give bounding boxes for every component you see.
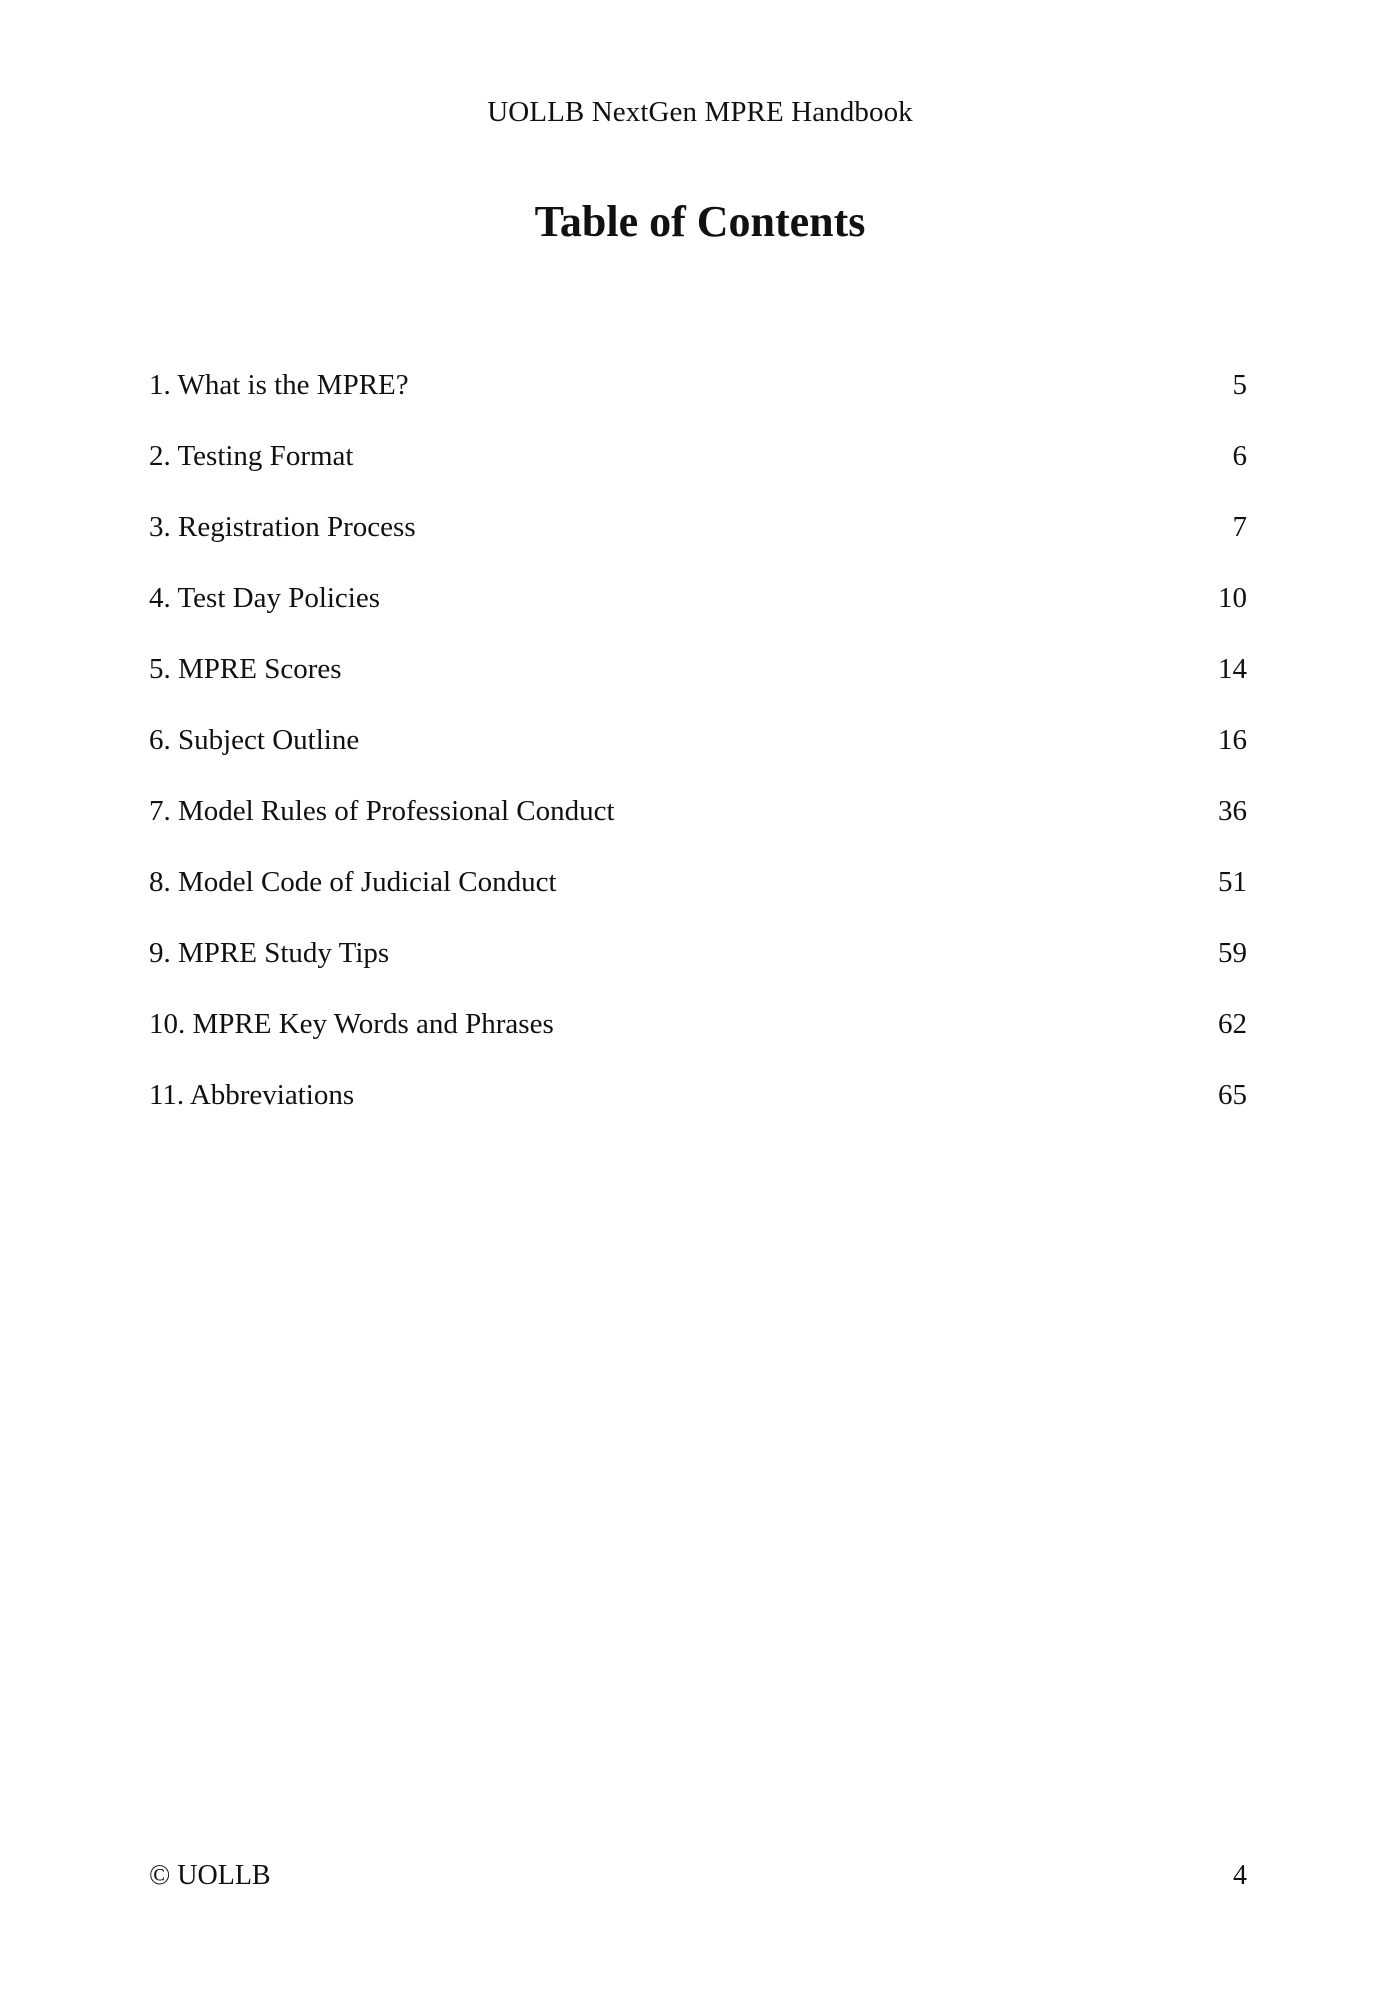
toc-entry-7[interactable] bbox=[149, 790, 1247, 861]
toc-entry-10[interactable] bbox=[149, 1003, 1247, 1074]
toc-entry-page: 16 bbox=[1218, 724, 1247, 756]
toc-entry-label: 4. Test Day Policies bbox=[149, 582, 381, 614]
toc-entry-1[interactable] bbox=[149, 364, 1247, 435]
toc-entry-label: 8. Model Code of Judicial Conduct bbox=[149, 866, 557, 898]
toc-entry-2[interactable] bbox=[149, 435, 1247, 506]
toc-entry-5[interactable] bbox=[149, 648, 1247, 719]
page-title: Table of Contents bbox=[534, 197, 866, 246]
toc-entry-label: 10. MPRE Key Words and Phrases bbox=[149, 1008, 554, 1040]
toc-entry-page: 36 bbox=[1218, 795, 1247, 827]
toc-entry-page: 10 bbox=[1218, 582, 1247, 614]
toc-entry-label: 9. MPRE Study Tips bbox=[149, 937, 390, 969]
toc-entry-9[interactable] bbox=[149, 932, 1247, 1003]
toc-entry-label: 7. Model Rules of Professional Conduct bbox=[149, 795, 615, 827]
toc-entry-label: 3. Registration Process bbox=[149, 511, 416, 543]
toc-entry-label: 2. Testing Format bbox=[149, 440, 354, 472]
toc-entry-label: 6. Subject Outline bbox=[149, 724, 360, 756]
page-number: 4 bbox=[1233, 1860, 1247, 1891]
toc-entry-page: 62 bbox=[1218, 1008, 1247, 1040]
toc-entry-page: 14 bbox=[1218, 653, 1247, 685]
running-header: UOLLB NextGen MPRE Handbook bbox=[487, 96, 913, 128]
toc-entry-page: 51 bbox=[1218, 866, 1247, 898]
table-of-contents bbox=[149, 364, 1247, 1145]
toc-entry-page: 65 bbox=[1218, 1079, 1247, 1111]
toc-entry-page: 7 bbox=[1232, 511, 1247, 543]
toc-entry-page: 59 bbox=[1218, 937, 1247, 969]
page-footer bbox=[149, 1860, 1247, 1892]
toc-entry-11[interactable] bbox=[149, 1074, 1247, 1145]
toc-entry-label: 5. MPRE Scores bbox=[149, 653, 342, 685]
toc-entry-page: 6 bbox=[1232, 440, 1247, 472]
toc-entry-6[interactable] bbox=[149, 719, 1247, 790]
toc-entry-8[interactable] bbox=[149, 861, 1247, 932]
toc-entry-page: 5 bbox=[1232, 369, 1247, 401]
toc-entry-4[interactable] bbox=[149, 577, 1247, 648]
toc-entry-label: 11. Abbreviations bbox=[149, 1079, 355, 1111]
toc-entry-label: 1. What is the MPRE? bbox=[149, 369, 409, 401]
toc-entry-3[interactable] bbox=[149, 506, 1247, 577]
copyright-notice: © UOLLB bbox=[149, 1860, 271, 1891]
